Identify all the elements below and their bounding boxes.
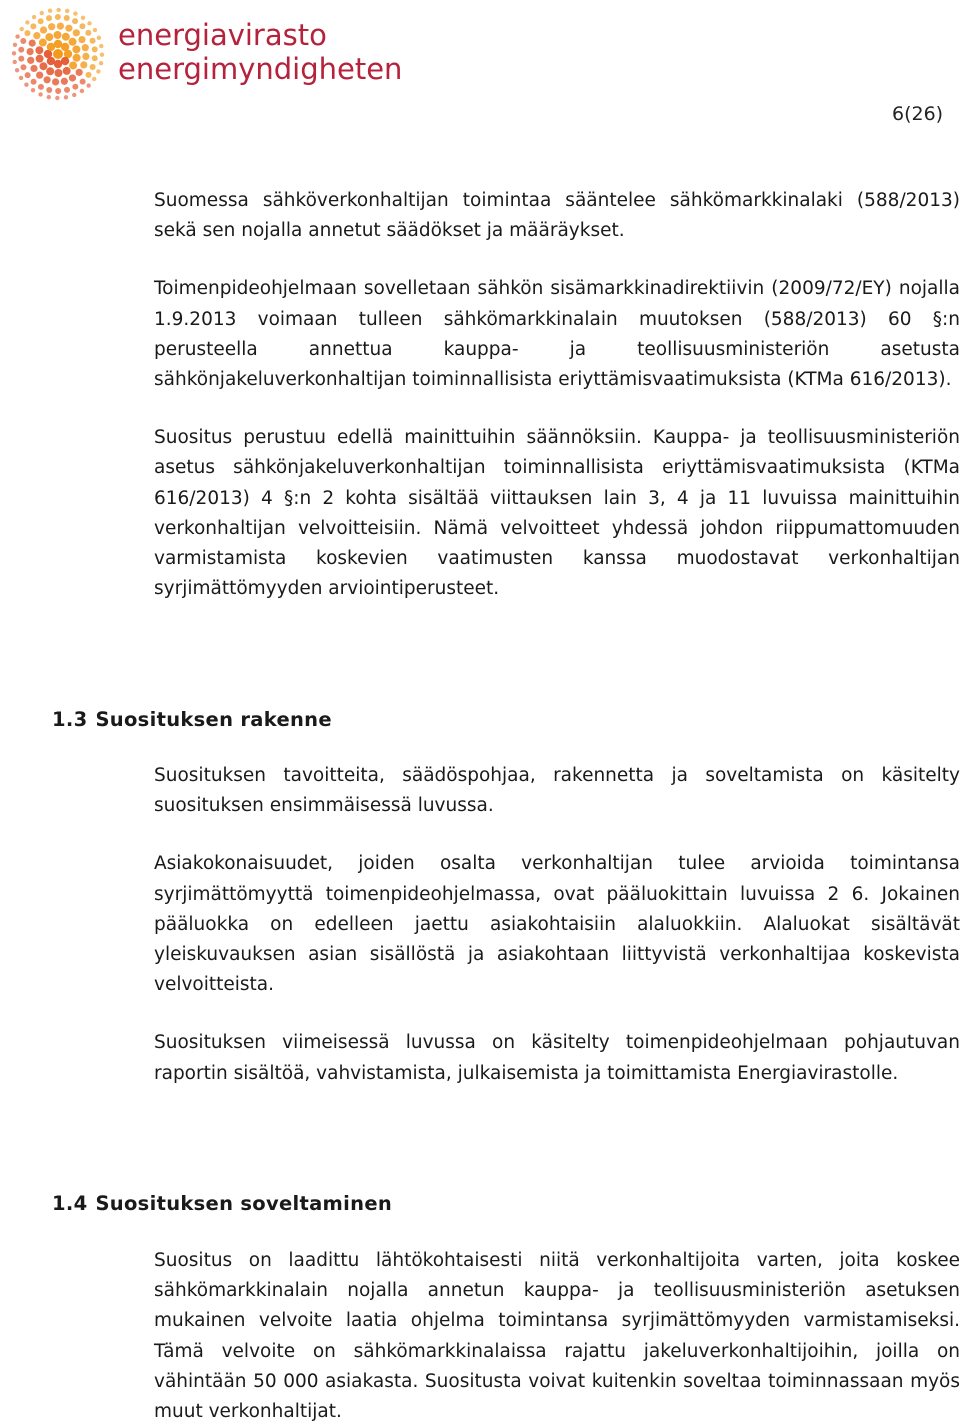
intro-paragraph-1: Suomessa sähköverkonhaltijan toimintaa sääntelee sähkömarkkinalaki (588/2013) sekä sen nojalla annetut säädökset ja määräykset. xyxy=(154,190,960,242)
logo-line-2: energimyndigheten xyxy=(118,52,403,86)
page-number: 6(26) xyxy=(892,103,944,125)
section-1-3-paragraph-3: Suosituksen viimeisessä luvussa on käsitelty toimenpideohjelmaan pohjautuvan raportin sisältöä, vahvistamista, julkaisemista ja toimittamista Energiavirastolle. xyxy=(154,1032,960,1084)
section-1-4-body xyxy=(154,1246,960,1427)
section-title: Suosituksen rakenne xyxy=(95,708,332,731)
section-heading-1-3 xyxy=(52,708,332,731)
section-1-3-body xyxy=(154,761,960,1089)
section-title: Suosituksen soveltaminen xyxy=(95,1192,393,1215)
section-heading-1-4 xyxy=(52,1192,392,1215)
intro-paragraph-2: Toimenpideohjelmaan sovelletaan sähkön sisämarkkinadirektiivin (2009/72/EY) nojalla 1.9.2013 voimaan tulleen sähkömarkkinalain muutoksen (588/2013) 60 §:n perusteella annettua kauppa- ja teollisuusministeriön asetusta sähkönjakeluverkonhaltijan toiminnallisista eriyttämisvaatimuksista (KTMa 616/2013). xyxy=(154,278,960,391)
section-1-3-paragraph-1: Suosituksen tavoitteita, säädöspohjaa, rakennetta ja soveltamista on käsitelty suosituksen ensimmäisessä luvussa. xyxy=(154,765,960,817)
section-1-4-paragraph-1: Suositus on laadittu lähtökohtaisesti niitä verkonhaltijoita varten, joita koskee sähkömarkkinalain nojalla annetun kauppa- ja teollisuusministeriön asetuksen mukainen velvoite laatia ohjelma toimintansa syrjimättömyyden varmistamiseksi. Tämä velvoite on sähkömarkkinalaissa rajattu jakeluverkonhaltijoihin, joilla on vähintään 50 000 asiakasta. Suositusta voivat kuitenkin soveltaa toiminnassaan myös muut verkonhaltijat. xyxy=(154,1250,960,1423)
energiavirasto-logo xyxy=(8,6,408,102)
section-1-3-paragraph-2: Asiakokonaisuudet, joiden osalta verkonhaltijan tulee arvioida toimintansa syrjimättömyyttä toimenpideohjelmassa, ovat pääluokittain luvuissa 2 6. Jokainen pääluokka on edelleen jaettu asiakohtaisiin alaluokkiin. Alaluokat sisältävät yleiskuvauksen asian sisällöstä ja asiakohtaan liittyvistä verkonhaltijaa koskevista velvoitteista. xyxy=(154,853,960,996)
section-number: 1.4 xyxy=(52,1192,88,1215)
intro-paragraph-3: Suositus perustuu edellä mainittuihin säännöksiin. Kauppa- ja teollisuusministeriön asetus sähkönjakeluverkonhaltijan toiminnallisista eriyttämisvaatimuksista (KTMa 616/2013) 4 §:n 2 kohta sisältää viittauksen lain 3, 4 ja 11 luvuissa mainittuihin verkonhaltijan velvoitteisiin. Nämä velvoitteet yhdessä johdon riippumattomuuden varmistamista koskevien vaatimusten kanssa muodostavat verkonhaltijan syrjimättömyyden arviointiperusteet. xyxy=(154,427,960,600)
logo-line-1: energiavirasto xyxy=(118,18,327,52)
sun-logo-icon xyxy=(8,6,108,102)
section-number: 1.3 xyxy=(52,708,88,731)
intro-section xyxy=(154,186,960,604)
